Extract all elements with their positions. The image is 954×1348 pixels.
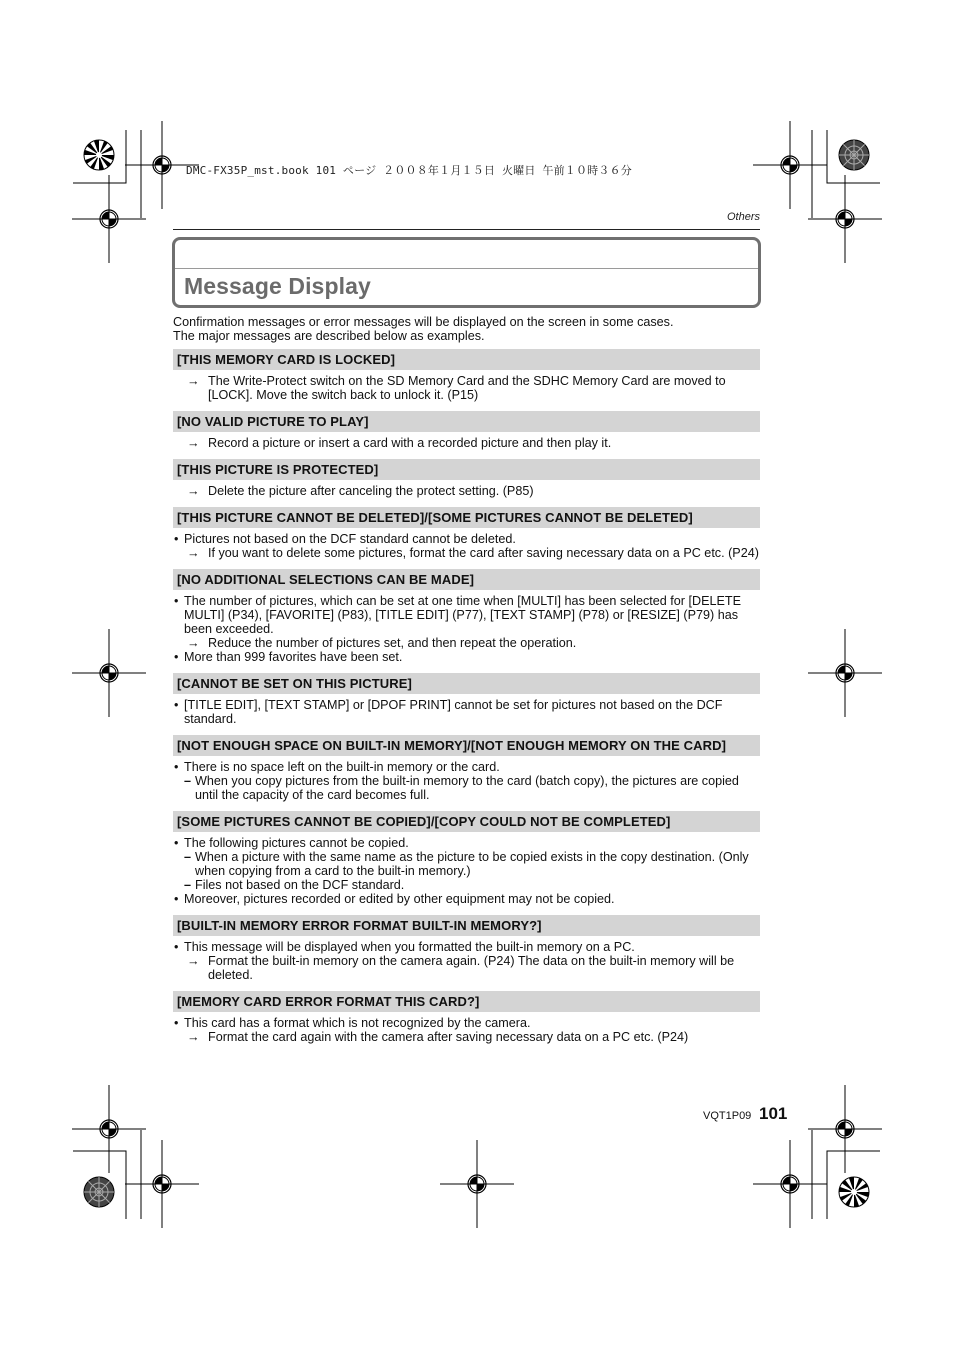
line-text: This message will be displayed when you formatted the built-in memory on a PC. <box>184 940 635 954</box>
message-body <box>173 480 760 507</box>
line-text: The number of pictures, which can be set at one time when [MULTI] has been selected for [DELETE MULTI] (P34), [FAVORITE] (P83), [TITLE EDIT] (P77), [TEXT STAMP] (P78) or [RESIZE] (P79) has been exceeded. <box>184 594 741 636</box>
arrow-line <box>173 1030 760 1044</box>
bullet-marker-icon: • <box>174 532 179 546</box>
arrow-line <box>173 436 760 450</box>
arrow-marker-icon: → <box>187 484 200 498</box>
arrow-marker-icon: → <box>187 546 200 560</box>
message-body <box>173 756 760 811</box>
bullet-marker-icon: • <box>174 836 179 850</box>
message-block <box>173 991 760 1053</box>
line-text: If you want to delete some pictures, format the card after saving necessary data on a PC etc. (P24) <box>208 546 759 560</box>
line-text: Format the built-in memory on the camera again. (P24) The data on the built-in memory will be deleted. <box>208 954 735 982</box>
line-text: Pictures not based on the DCF standard cannot be deleted. <box>184 532 516 546</box>
bullet-marker-icon: • <box>174 940 179 954</box>
message-block <box>173 673 760 735</box>
message-block <box>173 507 760 569</box>
message-list <box>173 349 760 1053</box>
bullet-line <box>173 892 760 906</box>
line-text: When a picture with the same name as the picture to be copied exists in the copy destination. (Only when copying from a card to the built-in memory.) <box>195 850 749 878</box>
print-slug: DMC-FX35P_mst.book 101 ページ ２００８年１月１５日 火曜日 午前１０時３６分 <box>186 164 632 177</box>
message-heading: [THIS PICTURE CANNOT BE DELETED]/[SOME PICTURES CANNOT BE DELETED] <box>173 507 760 528</box>
intro-text <box>173 315 760 343</box>
bullet-marker-icon: • <box>174 698 179 712</box>
message-body <box>173 832 760 915</box>
line-text: There is no space left on the built-in memory or the card. <box>184 760 500 774</box>
message-body <box>173 1012 760 1053</box>
line-text: This card has a format which is not recognized by the camera. <box>184 1016 531 1030</box>
line-text: More than 999 favorites have been set. <box>184 650 403 664</box>
line-text: The Write-Protect switch on the SD Memory Card and the SDHC Memory Card are moved to [LOCK]. Move the switch back to unlock it. (P15) <box>208 374 726 402</box>
arrow-line <box>173 954 760 982</box>
message-heading: [NO VALID PICTURE TO PLAY] <box>173 411 760 432</box>
header-rule <box>173 229 760 230</box>
bullet-marker-icon: • <box>174 760 179 774</box>
bullet-marker-icon: • <box>174 594 179 608</box>
arrow-marker-icon: → <box>187 954 200 968</box>
message-block <box>173 735 760 811</box>
message-heading: [CANNOT BE SET ON THIS PICTURE] <box>173 673 760 694</box>
bullet-line <box>173 698 760 726</box>
dash-line <box>173 850 760 878</box>
line-text: Format the card again with the camera after saving necessary data on a PC etc. (P24) <box>208 1030 689 1044</box>
message-body <box>173 590 760 673</box>
arrow-line <box>173 546 760 560</box>
arrow-marker-icon: → <box>187 374 200 388</box>
message-heading: [NOT ENOUGH SPACE ON BUILT-IN MEMORY]/[NOT ENOUGH MEMORY ON THE CARD] <box>173 735 760 756</box>
line-text: Reduce the number of pictures set, and then repeat the operation. <box>208 636 577 650</box>
line-text: Record a picture or insert a card with a recorded picture and then play it. <box>208 436 612 450</box>
model-code: VQT1P09 <box>703 1110 752 1122</box>
bullet-line <box>173 940 760 954</box>
message-block <box>173 569 760 673</box>
message-heading: [THIS MEMORY CARD IS LOCKED] <box>173 349 760 370</box>
bullet-line <box>173 1016 760 1030</box>
line-text: The following pictures cannot be copied. <box>184 836 409 850</box>
message-block <box>173 811 760 915</box>
line-text: When you copy pictures from the built-in memory to the card (batch copy), the pictures are copied until the capacity of the card becomes full. <box>195 774 739 802</box>
line-text: Delete the picture after canceling the protect setting. (P85) <box>208 484 534 498</box>
line-text: [TITLE EDIT], [TEXT STAMP] or [DPOF PRINT] cannot be set for pictures not based on the DCF standard. <box>184 698 723 726</box>
arrow-marker-icon: → <box>187 1030 200 1044</box>
title-box <box>172 237 761 308</box>
arrow-marker-icon: → <box>187 636 200 650</box>
dash-marker-icon: – <box>184 774 192 788</box>
intro-line: The major messages are described below as examples. <box>173 329 485 343</box>
dash-marker-icon: – <box>184 878 192 892</box>
dash-line <box>173 878 760 892</box>
bullet-marker-icon: • <box>174 650 179 664</box>
intro-line: Confirmation messages or error messages will be displayed on the screen in some cases. <box>173 315 674 329</box>
message-body <box>173 370 760 411</box>
bullet-line <box>173 594 760 636</box>
bullet-marker-icon: • <box>174 1016 179 1030</box>
message-body <box>173 432 760 459</box>
message-heading: [MEMORY CARD ERROR FORMAT THIS CARD?] <box>173 991 760 1012</box>
message-body <box>173 936 760 991</box>
title-inner-rule <box>175 268 758 269</box>
bullet-line <box>173 532 760 546</box>
bullet-line <box>173 760 760 774</box>
message-heading: [SOME PICTURES CANNOT BE COPIED]/[COPY COULD NOT BE COMPLETED] <box>173 811 760 832</box>
arrow-line <box>173 484 760 498</box>
arrow-line <box>173 636 760 650</box>
message-body <box>173 694 760 735</box>
bullet-marker-icon: • <box>174 892 179 906</box>
message-block <box>173 349 760 411</box>
page-number: 101 <box>759 1104 788 1123</box>
message-block <box>173 915 760 991</box>
line-text: Moreover, pictures recorded or edited by other equipment may not be copied. <box>184 892 615 906</box>
message-heading: [BUILT-IN MEMORY ERROR FORMAT BUILT-IN MEMORY?] <box>173 915 760 936</box>
arrow-line <box>173 374 760 402</box>
arrow-marker-icon: → <box>187 436 200 450</box>
message-block <box>173 411 760 459</box>
message-block <box>173 459 760 507</box>
page-title: Message Display <box>184 273 371 299</box>
dash-line <box>173 774 760 802</box>
message-body <box>173 528 760 569</box>
message-heading: [THIS PICTURE IS PROTECTED] <box>173 459 760 480</box>
bullet-line <box>173 836 760 850</box>
bullet-line <box>173 650 760 664</box>
section-label: Others <box>726 211 760 223</box>
line-text: Files not based on the DCF standard. <box>195 878 405 892</box>
message-heading: [NO ADDITIONAL SELECTIONS CAN BE MADE] <box>173 569 760 590</box>
dash-marker-icon: – <box>184 850 192 864</box>
